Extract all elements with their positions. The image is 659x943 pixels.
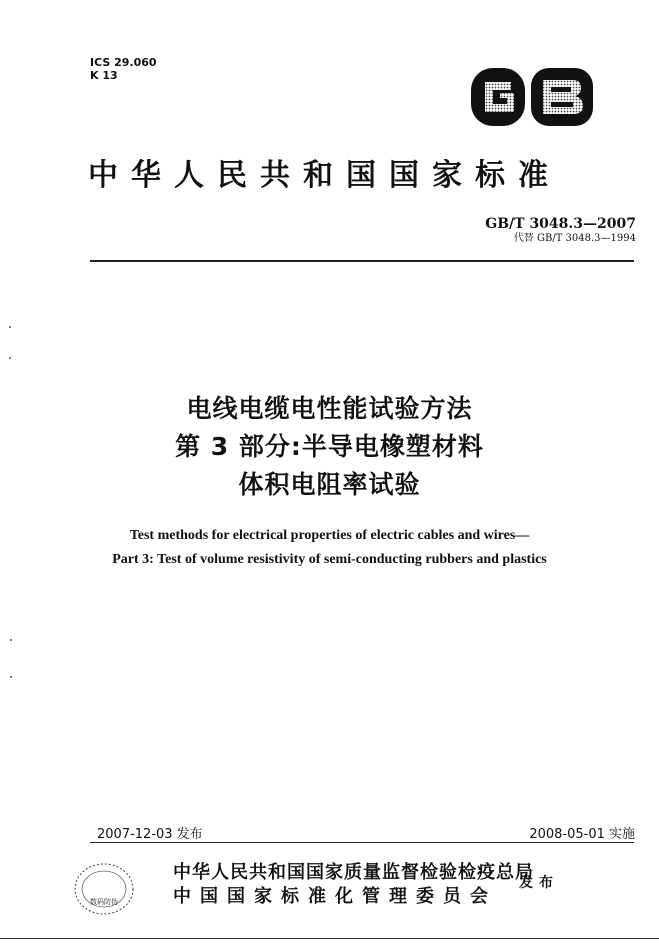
standard-number-block xyxy=(485,216,636,245)
replaces-standard: 代替 GB/T 3048.3—1994 xyxy=(513,233,636,244)
gb-logo xyxy=(467,62,597,132)
scan-mark xyxy=(9,326,11,328)
footer-rule xyxy=(90,842,634,843)
anti-counterfeit-seal-icon xyxy=(73,862,135,917)
title-cn-line2: 第 3 部分:半导电橡塑材料 xyxy=(175,432,484,461)
header-rule xyxy=(90,260,634,262)
title-en-line1: Test methods for electrical properties of electric cables and wires— xyxy=(129,528,530,543)
title-en-line2: Part 3: Test of volume resistivity of semi-conducting rubbers and plastics xyxy=(112,552,547,567)
issue-date: 2007-12-03 发布 xyxy=(97,827,203,842)
page-bottom-rule xyxy=(0,938,659,939)
gb-logo-text: GB xyxy=(467,62,469,63)
classification-codes xyxy=(90,56,157,82)
scan-mark xyxy=(10,676,12,678)
national-standard-title: 中华人民共和国国家标准 xyxy=(88,158,561,193)
seal-text: 数码防伪 xyxy=(90,898,118,906)
ccs-code: K 13 xyxy=(90,69,118,82)
title-cn-line1: 电线电缆电性能试验方法 xyxy=(186,394,473,423)
implementation-date: 2008-05-01 实施 xyxy=(529,827,635,842)
publish-verb: 发布 xyxy=(519,875,559,891)
publisher-aqsiq: 中华人民共和国国家质量监督检验检疫总局 xyxy=(173,862,534,883)
standard-number: GB/T 3048.3—2007 xyxy=(485,216,636,232)
title-cn-line3: 体积电阻率试验 xyxy=(238,470,421,499)
publisher-sac: 中国国家标准化管理委员会 xyxy=(173,886,497,907)
ics-code: ICS 29.060 xyxy=(90,56,157,69)
scan-mark xyxy=(10,639,12,641)
scan-mark xyxy=(9,357,11,359)
